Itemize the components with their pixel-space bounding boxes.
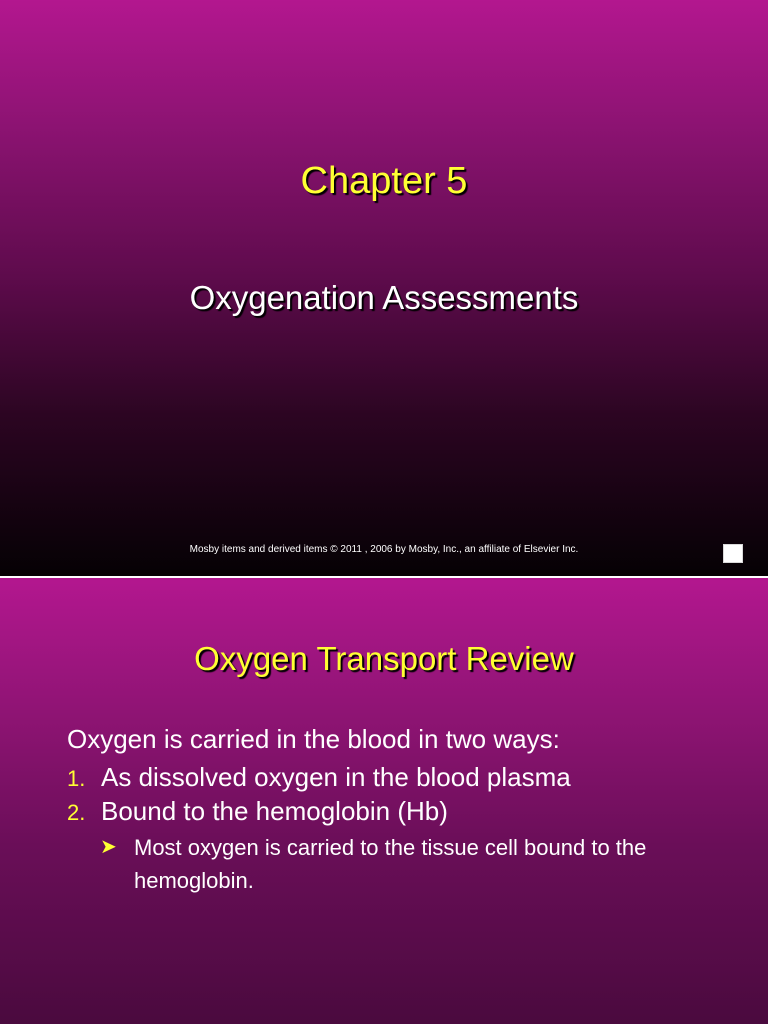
list-item	[67, 762, 571, 793]
nav-square-icon[interactable]	[723, 544, 743, 563]
slide-oxygen-transport-review	[0, 578, 768, 1024]
arrow-bullet-icon: ➤	[100, 836, 117, 858]
copyright-footer: Mosby items and derived items © 2011 , 2006 by Mosby, Inc., an affiliate of Elsevier Inc.	[189, 544, 579, 555]
slide-title: Chapter 5	[300, 160, 468, 202]
slide-title: Oxygen Transport Review	[194, 640, 574, 677]
sub-list-item-text: Most oxygen is carried to the tissue cell bound to the hemoglobin.	[134, 835, 647, 893]
list-item-text: As dissolved oxygen in the blood plasma	[101, 762, 571, 792]
list-item-text: Bound to the hemoglobin (Hb)	[101, 796, 448, 826]
sub-list-item	[100, 831, 700, 897]
list-item	[67, 796, 448, 827]
intro-text: Oxygen is carried in the blood in two ways:	[67, 724, 560, 754]
list-number: 2.	[67, 800, 86, 825]
list-number: 1.	[67, 766, 86, 791]
slide-subtitle: Oxygenation Assessments	[189, 279, 579, 316]
